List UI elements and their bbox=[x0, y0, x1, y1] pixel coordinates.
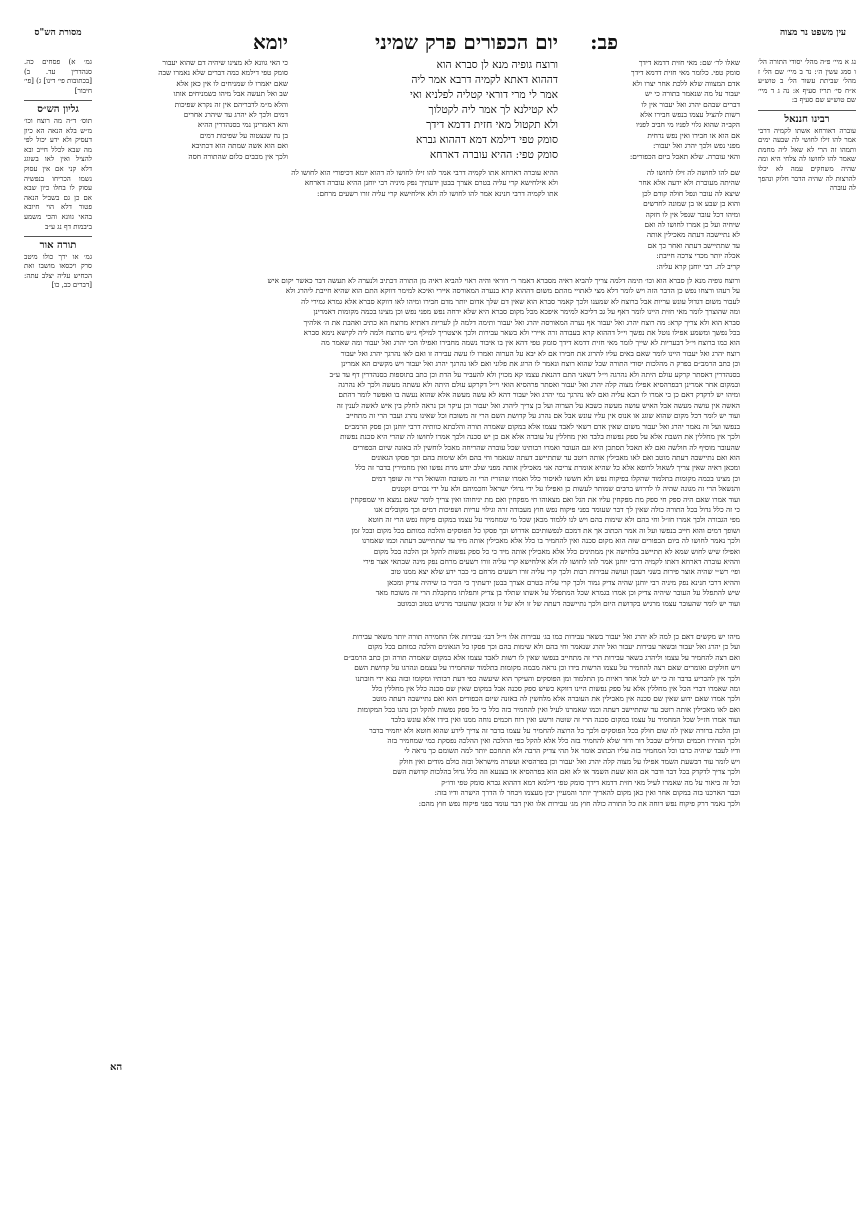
tosafot-commentary-continued bbox=[100, 632, 740, 822]
chapter-title: יום הכפורים פרק שמיני bbox=[375, 30, 558, 54]
text-line: וכן כתב הרמב״ם בפרק ה מהלכות יסודי התורה שכל שהוא רוצח ונאמר לו הרוג את פלוני ואם לאו נהרגך יהרג ואל יעבור ויש מקשים הא אמרינן bbox=[341, 359, 740, 369]
text-line: ומה שהוצרך לומר מאי חזית היינו לומר דאף על גב דליכא למימר איפכא מכל מקום סברא היא שלא ידחה נפש מפני נפש וכן מצינו בכמה מקומות דאמרינן bbox=[313, 307, 740, 317]
text-line: עד שתתיישב דעתה ואחר כך אם bbox=[647, 240, 740, 250]
text-line: לא נתיישבה דעתה מאכילין אותה bbox=[646, 230, 740, 240]
text-line: ולכך אין להכריע בדבר זה כי יש לכל אחד ראיות מן התלמוד ומן הפוסקים והעיקר הוא שיעשה כפי דעת רבותיו ומקומו ובזה נצא ידי חובתנו bbox=[355, 673, 740, 683]
right-margin bbox=[758, 58, 856, 194]
text-line: כי האי גוונא לא מצינו שיהיה דם שהוא יעבור bbox=[162, 58, 288, 67]
text-line: והוא בן שבע או בן שמונה לחדשים bbox=[643, 199, 740, 209]
text-line: דההוא דאתא לקמיה דרבא אמר ליה bbox=[411, 74, 558, 86]
text-line: ואם לאו מאכילין אותה רוטב עד שתתיישב דעתה וכמו שאמרנו לעיל ואין להחמיר בזה כלל כי כל ספק נפשות להקל וכן נהגו בכל המקומות bbox=[357, 704, 740, 714]
text-line: ומיהו יש לדקדק דאם כן כי אמרו לו הבא עליה ואם לאו נהרגך נמי יהרג ואל יעבור דהא לא עשה מעשה אלא שהוא נעשה בו ואפשר לומר דהתם bbox=[338, 390, 740, 400]
text-line: בכל נפשך ומשמע אפילו נוטל את נפשך וי״ל דההוא קרא בעבודה זרה איירי ולא בשאר עבירות ולכך איצטריך למילף ג״ש מרוצח ולמה ליה לקישא נימא סברא bbox=[303, 328, 740, 338]
text-line: אדם המצווה שלא ללכת אחר יצרו ולא bbox=[632, 78, 740, 88]
text-line: שהעובר מוסיף לה חולשה ואם לא תאכל תסתכן היא וגם העובר ואמרו רבותינו שכל עוברה שהריחה מאכל לוחשין לה באזנה שיום הכפורים bbox=[352, 442, 740, 452]
rabbeinu-chananel-text: עוברה דאורחא אשתו לקמיה דרבי אמר להו זילו לחושי לה שבעה ימים ותמהו זה הרי לא שאל ליה מחמת שאמר להו לחושו לה צלחי היא ומה שהיה משחקים עמה לא יכלו להרצות לה שהיה הדבר חלוק ונהפך לה עוברה bbox=[758, 126, 856, 193]
torah-or-heading: תורה אור bbox=[39, 240, 77, 252]
text-line: שב ואל תעשה אבל מיהו כשמניחים אותו bbox=[173, 89, 288, 99]
text-line: שם להו לחושה לה זילו לחושו לה bbox=[646, 168, 740, 177]
ein-mishpat-text: נג א מיי׳ פ״ה מהל׳ יסודי התורה הל׳ ו סמג עשין ה׳: נד ב מיי׳ שם הל׳ ז מהל׳ שביתת עשור הל׳ ב טוש״ע א״ח סי׳ תריז סעיף א: נה ג ד מיי׳ שם טוש״ע שם סעיף ב: bbox=[758, 58, 856, 105]
text-line: סומק טפי: ההיא עוברה דארחא bbox=[429, 149, 558, 161]
text-line: ולכך אמרו שאם ידוע שאין שם סכנה אין מאכילין את העוברה אלא מלחשין לה באזנה שיום הכפורים הוא ואם נתיישבה דעתה מוטב bbox=[372, 694, 740, 704]
text-line: והא דאמרינן נמי בסנהדרין ההיא bbox=[197, 120, 288, 130]
text-line: והאי עוברה. שלא תאכל ביום הכפורים: bbox=[629, 151, 740, 161]
masoret-text: גמ׳ א) פסחים כה. סנהדרין עד. ב) [בכתובות פי׳ דינו] ג) [פי׳ חיבור] bbox=[24, 58, 92, 95]
text-line: מפי הגבורה ולכך אמרו חז״ל וחי בהם ולא שימות בהם ויש לנו ללמוד מכאן שכל מי שמחמיר על עצמו במקום פיקוח נפש הרי זה חוטא bbox=[368, 515, 740, 525]
text-line: סומק טפי דילמא דמא דההוא גברא bbox=[416, 134, 558, 146]
text-line: סברא הוא ולא צריך קרא: מה רוצח יהרג ואל יעבור אף נערה המאורסה יהרג ואל יעבור ותימה דלמה לן לעריות דאתיא מרוצח הא כתיב ואהבת את ה׳ אלהיך bbox=[303, 317, 740, 327]
text-line: שיחיה ועל כן אמרו לחושו לה ואם bbox=[644, 220, 740, 230]
text-line: מיהו יש מקשים דאם כן למה לא יהרג ואל יעבור בשאר עבירות כמו בג׳ עבירות אלו וי״ל דבג׳ עבירות אלו החמירה תורה יותר משאר עבירות bbox=[352, 632, 740, 641]
text-line: ואם הוא אשה שמתה הוא דכתיבא bbox=[191, 141, 288, 151]
text-line: יעבור על מה שנאמר בתורה כי יש bbox=[645, 89, 740, 99]
gilyon-hashas-text: תוס׳ ד״ה מה רוצח וכו׳ מ״ש בלא הנאה הא כיון דעסיק ולא ידע יכול לפי מה שבא לכלל חייב ובא להציל ואין לאו בשוגג דלא קני אם אין עסוק נשמו הכריחו בנפשיה עסוק לו בחלו כיון שבא אם כן גם בשביל הנאה פטור דלא הוי חיובא בהאי גוונא והכי משמע ביבמות דף נג ע״ב bbox=[24, 116, 92, 231]
text-line: ורוצח גופיה מנא לן סברא הוא bbox=[436, 59, 558, 71]
text-line: ומיהו דכל עובר שנפל אין לו חזקה bbox=[645, 209, 740, 219]
text-line: ולכך צריך לדקדק בכל דבר ודבר אם הוא שעת השמד או לא ואם הוא בפרהסיא או בצנעא וזה כלל גדול בהלכות קדושת השם bbox=[392, 767, 740, 777]
text-line: ולכך אין מחללין את השבת אלא על ספק נפשות בלבד ואין מחללין על עוברה אלא אם כן יש סכנה ולכך אמרו לחושו לה שהרי היא סכנת נפשות bbox=[340, 432, 740, 442]
text-line: ודיו לעבד שיהיה כרבו וכל המחמיר בזה עליו הכתוב אומר אל תהי צדיק הרבה ולא תתחכם יותר למה תשומם כך נראה לי bbox=[404, 746, 740, 756]
text-line: ובמקום אחר אמרינן דבפרהסיא אפילו מצוה קלה יהרג ואל יעבור ואסתר פרהסיא הואי וי״ל דקרקע עולם היתה ולא עשתה מעשה ולכך לא נהרגה bbox=[338, 380, 740, 390]
text-line: בסנהדרין דאסתר קרקע עולם היתה ולא נהרגה וי״ל דשאני התם דהנאת עצמו קא מכוין ולא להעביר על הדת וכן כתב בתוספות בסנהדרין דף עד ע״ב bbox=[329, 369, 740, 379]
text-line: ולכך נאמר דרק פיקוח נפש דוחה את כל התורה כולה חוץ מג׳ עבירות אלו ואין דבר עומד בפני פיקוח נפש חוץ מהם: bbox=[418, 798, 740, 808]
text-line: אמר לי מרי דוראי קטליה לפלניא ואי bbox=[410, 89, 558, 101]
text-line: ולא תקטול מאי חזית דדמא דידך bbox=[426, 119, 558, 131]
text-line: וההיא דרבי חנינא נפק מיניה רבי יוחנן שהיה צדיק גמור ולכך קרי עליה בטרם אצרך בבטן ידעתיך כי הכיר בו שיהיה צדיק ומכאן bbox=[387, 577, 740, 587]
text-line: בן נח שנצטוה על שפיכות דמים bbox=[199, 130, 288, 140]
text-line: וכן מצינו בכמה מקומות בתלמוד שהקלו בפיקוח נפש ולא חששו לאיסור כלל ואמרו שהזריז הרי זה משובח והשואל הרי זה שופך דמים bbox=[371, 473, 740, 483]
text-line: ולכך אין מכבים כלום שהתורה חסה bbox=[188, 151, 288, 161]
rashi-commentary-middle bbox=[570, 168, 740, 273]
text-line: ועוד אמרו שאם היה ספק חי ספק מת מפקחין עליו את הגל ואם מצאוהו חי מפקחין ואם מת יניחוהו ואין צריך לומר שאם נמצא חי שמפקחין bbox=[350, 494, 740, 504]
text-line: ולכך נאמר לחושו לה ביום הכפורים שזה הוא מקום סכנה ואין להחמיר בו כלל אלא מאכילין אותה מיד עד שתתיישב דעתה וכמו שאמרנו bbox=[361, 536, 740, 546]
text-line: קריב לה. רבי יוחנן קרא עליה: bbox=[656, 261, 740, 271]
text-line: ואם רצה להחמיר על עצמו וליהרג בשאר עבירות הרי זה מתחייב בנפשו שאין לו רשות לאבד עצמו אלא במקום שאמרה תורה וכן כתב הרמב״ם bbox=[343, 652, 740, 662]
text-line: ורוצח גופיה מנא לן סברא הוא וכו׳ תימה דלמה צריך להביא ראיה מסברא דאמר ר׳ דוראי והיה ראוי להביא ראיה מן התורה דכתיב ולנערה לא תעשה דבר כאשר יקום איש bbox=[267, 276, 740, 285]
text-line: מפני נפש ולכך יהרג ואל יעבור: bbox=[652, 141, 740, 151]
text-line: אכלה יותר מכדי צרכה חייבת: bbox=[656, 251, 740, 261]
masoret-heading: מסורת הש"ס bbox=[34, 28, 82, 38]
tosafot-commentary-top bbox=[100, 58, 288, 168]
text-line: וההיא עוברה דארחא דאתו לקמיה דרבי יוחנן אמר להו לחושו לה ולא אילחישא קרי עליה זורו רשעים מרחם נפק מינה שבתאי אצר פירי bbox=[363, 556, 740, 566]
text-line: שאלו לר׳ שם: מאי חזית דדמא דידך bbox=[638, 58, 740, 67]
text-line: האשה אין עושה מעשה אבל האיש עושה מעשה כשבא על הערוה ועל כן צריך ליהרג ואל יעבור וכן עיקר וכן נראה לחלק בין איש לאשה לענין זה bbox=[336, 400, 740, 410]
page-number: פב: bbox=[590, 30, 618, 54]
page-header bbox=[60, 30, 808, 58]
text-line: בנפשו ועל זה נאמר יהרג ואל יעבור משום שאין אדם רשאי לאבד עצמו אלא במקום שאמרה תורה והלכתא כוותיה דרבי יוחנן וכן פסק הרמב״ם bbox=[344, 421, 740, 431]
text-line: ולכך הזהירו חכמים וגדולים שבכל דור ודור שלא להחמיר בזה כלל אלא להקל כפי ההלכה ואין ההלכה נפסקת כמי שמחמיר בזה bbox=[387, 736, 740, 746]
text-line: ויש לומר עוד דבשעת השמד אפילו על מצוה קלה יהרג ואל יעבור וכן בפרהסיא ועשרה מישראל ובזה כולם מודים ואין חולק bbox=[399, 756, 740, 766]
text-line: ועוד יש לומר שהעובר עצמו מרגיש בקדושת היום ולכך נתיישבה דעתה של זו ולא של זו ומכאן שהעובר מרגיש בטוב ובמוטב bbox=[397, 598, 740, 608]
tractate-title: יומא bbox=[252, 30, 288, 54]
rashi-commentary-top bbox=[570, 58, 740, 168]
ein-mishpat-heading: עין משפט נר מצוה bbox=[779, 28, 847, 38]
text-line: לא קטילנא לך אמר ליה לקטלוך bbox=[428, 104, 558, 116]
text-line: ההיא עוברה דארחא אתו לקמיה דרבי אמר להו זילו לחושו לה דהוא יומא דכיפורי הוא לחושו לה bbox=[291, 168, 558, 177]
text-line: כי זה כלל גדול בכל התורה כולה שאין לך דבר שעומד בפני פיקוח נפש חוץ מעבודה זרה וגילוי עריות ושפיכות דמים וכך מקובלים אנו bbox=[374, 504, 740, 514]
text-line: ושופך דמים והוא חייב בנפשו ועל זה אמר הכתוב אך את דמכם לנפשותיכם אדרוש וכך פסקו כל הפוסקים והלכה כמותם בכל מקום ובכל זמן bbox=[351, 525, 740, 535]
text-line: הוא כמו ברוצח וי״ל דבעריות לא שייך לומר מאי חזית דדמא דידך סומק טפי דהא אין בו איבוד נשמה מחבירו ואפילו הכי יהרג ואל יעבור ומה שאמר מה bbox=[321, 338, 740, 348]
text-line: שהיתה מעוברת ולא ידעה אלא אחר bbox=[638, 178, 740, 188]
left-margin bbox=[24, 58, 92, 291]
text-line: ויש חולקים ואומרים שאם רצה להחמיר על עצמו הרשות בידו וכן נראה מכמה מקומות בתלמוד שהחמירו על עצמם ונהרגו על קדושת השם bbox=[354, 663, 740, 673]
page-end-catchword: הא bbox=[110, 1062, 123, 1073]
text-line: ועל כן יהרג ואל יעבור ובשאר עבירות יעבור ואל יהרג שנאמר וחי בהם ולא שימות בהם וכך פסקו כל הגאונים והלכה כמותם בכל מקום bbox=[367, 642, 740, 652]
text-line: הקב״ה שהוא גלוי לפניו מי חביב לפניו bbox=[636, 120, 740, 130]
text-line: ואפילו שיש לחוש שמא לא תתיישב בלחישה אין ממתינים כלל אלא מאכילין אותה מיד כי כל ספק נפשות להקל וכן הלכה בכל מקום bbox=[373, 546, 740, 556]
text-line: שיצא לה עובר ונפל חולה קודם לכן bbox=[642, 188, 740, 198]
text-line: ולא אילחישא קרי עליה בטרם אצרך בבטן ידעתיך נפק מיניה רבי יוחנן ההיא עוברה דארחא bbox=[304, 178, 558, 188]
text-line: לעבור משום דגדול עונש עריות אבל ברוצח לא שמענו ולכך קאמר סברא הוא שאין דם שלך אדום יותר מדם חבירו ומיהו לאו דווקא סברא אלא גמרא גמירי לה bbox=[301, 296, 740, 306]
text-line: ועוד יש לומר דכל מקום שהוא שוגג או אנוס אין עליו עונש אבל אם נהרג על קדושת השם הרי זה משובח וכל שאינו נהרג ועבר הרי זה מתחייב bbox=[346, 411, 740, 421]
text-line: וכבר הארכנו בזה במקום אחר ואין כאן מקום להאריך יותר והמעיין יבין מעצמו ויבחר לו הדרך הישרה ודיו בזה: bbox=[434, 788, 740, 798]
text-line: והנשאל הרי זה מגונה שהיה לו לדרוש ברבים שמותר לעשות כן ואפילו על ידי גדולי ישראל וחכמיהם ולא על ידי נכרים וקטנים bbox=[391, 484, 740, 494]
rabbeinu-chananel-heading: רבינו חננאל bbox=[784, 113, 830, 125]
gemara-text bbox=[298, 58, 558, 168]
divider bbox=[758, 110, 856, 111]
text-line: וכן הלכה ברורה שאין לה שום חולק בכל הפוסקים ולכך כל הרוצה להחמיר על עצמו בדבר זה צריך לידע שהוא חוטא ולא יחמיר בדבר bbox=[369, 725, 740, 735]
text-line: דמים ולכך לא יהרג עד שיהרג אחרים bbox=[183, 110, 288, 120]
torah-or-text: גמ׳ או ירך כולו מיטב סרק ויכסאו מושבו ואת הכחיש עליה יצלב עתה: [דברים כב, כו] bbox=[24, 252, 92, 290]
text-line: רוצח יהרג ואל יעבור היינו לומר שאם באים עליו להרוג את חבירו אם לא יבא על הערוה ואמרו לו עשה עבירה זו ואם לאו נהרגך יהרג ואל יעבור bbox=[340, 348, 740, 358]
text-line: הוא ואם נתיישבה דעתה מוטב ואם לאו מאכילין אותה רוטב עד שתתיישב דעתה שנאמר וחי בהם ולא שימות בהם וכך פסקו הגאונים bbox=[371, 452, 740, 462]
text-line: ופי׳ רש״י שהיה אוצר פירות בשני רעבון ועושה עבירות רבות ולכך קרי עליה זורו רשעים מרחם כי כבר ידע שלא יצא ממנו טוב bbox=[391, 567, 740, 577]
text-line: ומכאן ראיה שאין צריך לשאול לרופא אלא כל שהיא אומרת צריכה אני מאכילין אותה מפני שלב יודע מרת נפשו ואין מחמירין בדבר זה כלל bbox=[355, 463, 740, 473]
text-line: על רעהו ורצחו נפש כן הדבר הזה ויש לומר דלא מצי לאתויי מהתם משום דההוא קרא בנערה המאורסה איירי ואיכא למימר דווקא התם הוא שהיא חייבת ליהרג ולא bbox=[285, 286, 740, 296]
text-line: שאם יאמרו לו שמניחים לו אין כאן אלא bbox=[176, 78, 288, 88]
text-line: שיש להתפלל על העובר שיהיה צדיק וכן אמרו בגמרא שכל המתפלל על אשתו שתלד בן צדיק ותפלתו מתקבלת הרי זה משובח מאד bbox=[375, 588, 740, 598]
gilyon-hashas-heading: גליון הש״ס bbox=[37, 104, 79, 116]
text-line: וכל זה ביאור על מה שאמרו לעיל מאי חזית דדמא דידך סומק טפי דילמא דמא דההוא גברא סומק טפי ודו״ק bbox=[441, 777, 740, 787]
text-line: רשות להציל עצמו בנפש חבירו אלא bbox=[640, 110, 740, 120]
text-line: אם הוא או חבירו ואין נפש נדחית bbox=[647, 130, 740, 140]
divider bbox=[24, 236, 92, 237]
text-line: סומק טפי דילמא כמה דברים שלא נאמרו שבה bbox=[158, 68, 288, 78]
tosafot-commentary-middle bbox=[100, 168, 558, 199]
text-line: והלא מ״מ לדבריהם אין זה נקרא שפיכות bbox=[174, 99, 288, 109]
tosafot-commentary-main bbox=[100, 276, 740, 632]
text-line: ועוד אמרו חז״ל שכל המחמיר על עצמו במקום סכנה הרי זה שוטה ורשע ואין רוח חכמים נוחה ממנו ואין בידו אלא עונש בלבד bbox=[391, 715, 740, 725]
text-line: אתו לקמיה דרבי חנינא אמר להו לחושו לה ולא אילחישא קרי עליה זורו רשעים מרחם: bbox=[317, 188, 558, 198]
text-line: דברים שבהם יהרג ואל יעבור אין לו bbox=[641, 99, 740, 109]
text-line: ומה שאמרו דברי הכל אין מחללין אלא על ספק נפשות היינו דווקא כשיש ספק סכנה אבל במקום שאין שם סכנה כלל אין מחללין כלל bbox=[371, 684, 740, 694]
divider bbox=[24, 100, 92, 101]
text-line: סומק טפי. כלומר מאי חזית דדמא דידך bbox=[631, 68, 740, 78]
